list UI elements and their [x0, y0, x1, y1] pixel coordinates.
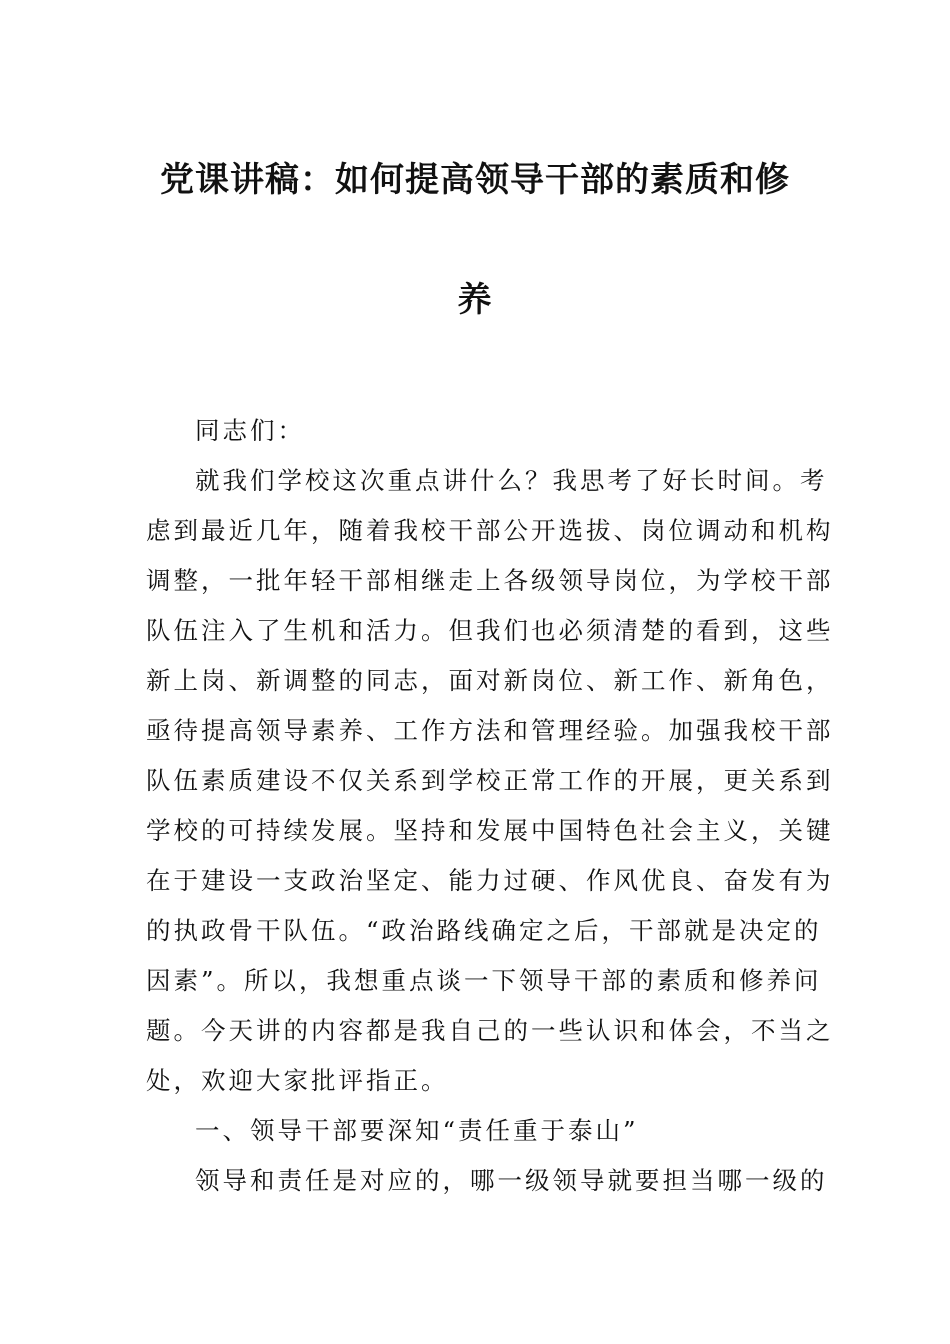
- document-body: [146, 406, 834, 1206]
- paragraph-1-line: 的执政骨干队伍。“政治路线确定之后，干部就是决定的: [146, 916, 822, 945]
- paragraph-1-line: 在于建设一支政治坚定、能力过硬、作风优良、奋发有为: [146, 866, 834, 895]
- salutation: 同志们：: [195, 416, 305, 445]
- paragraph-1-line: 调整，一批年轻干部相继走上各级领导岗位，为学校干部: [146, 566, 834, 595]
- paragraph-1-line: 虑到最近几年，随着我校干部公开选拔、岗位调动和机构: [146, 516, 834, 545]
- paragraph-1-line: 学校的可持续发展。坚持和发展中国特色社会主义，关键: [146, 816, 834, 845]
- paragraph-1-line: 新上岗、新调整的同志，面对新岗位、新工作、新角色，: [146, 666, 834, 695]
- document-title-line-1: 党课讲稿：如何提高领导干部的素质和修: [160, 160, 790, 200]
- paragraph-1-line: 队伍注入了生机和活力。但我们也必须清楚的看到，这些: [146, 616, 834, 645]
- paragraph-1-line: 队伍素质建设不仅关系到学校正常工作的开展，更关系到: [146, 766, 834, 795]
- paragraph-1-line: 处，欢迎大家批评指正。: [146, 1066, 449, 1095]
- paragraph-1-line: 题。今天讲的内容都是我自己的一些认识和体会，不当之: [146, 1016, 834, 1045]
- paragraph-1-line: 亟待提高领导素养、工作方法和管理经验。加强我校干部: [146, 716, 834, 745]
- paragraph-2-line: 领导和责任是对应的，哪一级领导就要担当哪一级的: [195, 1166, 828, 1195]
- section-1-heading: 一、领导干部要深知“责任重于泰山”: [195, 1116, 639, 1145]
- paragraph-1-line: 就我们学校这次重点讲什么？我思考了好长时间。考: [195, 466, 828, 495]
- document-title-line-2: 养: [457, 280, 493, 320]
- paragraph-1: [146, 456, 834, 1106]
- paragraph-2: [146, 1156, 828, 1206]
- paragraph-1-line: 因素”。所以，我想重点谈一下领导干部的素质和修养问: [146, 966, 822, 995]
